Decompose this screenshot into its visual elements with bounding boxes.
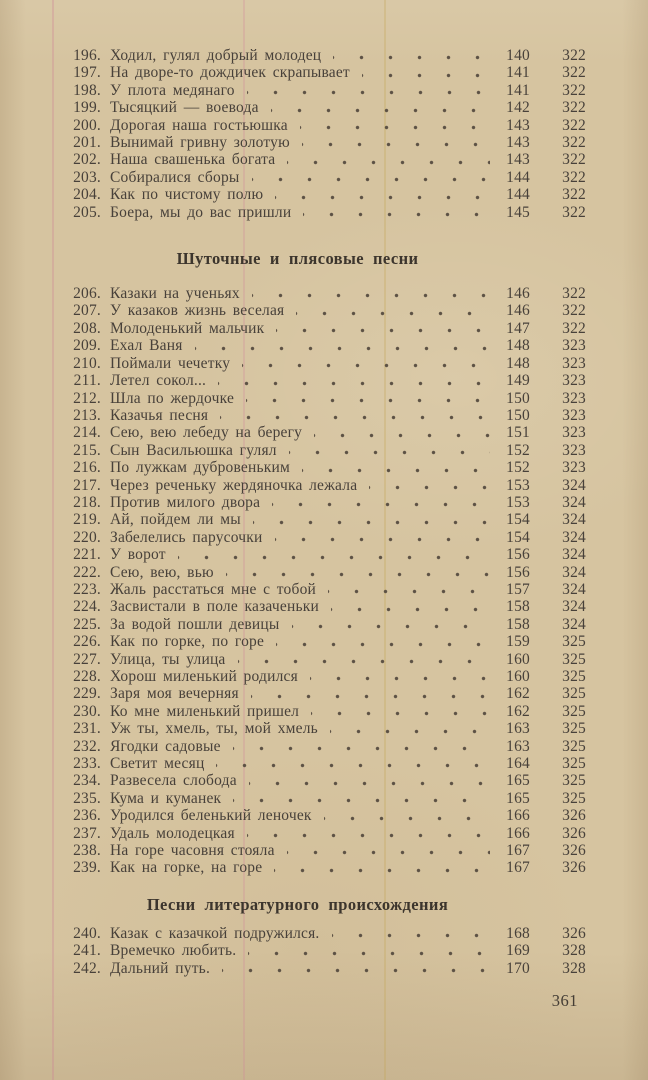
- entry-title: Развесела слобода: [110, 772, 237, 790]
- entry-number: 235.: [73, 789, 101, 807]
- dot-leader: [233, 790, 490, 807]
- entry-number: 211.: [73, 372, 101, 390]
- toc-entry: [63, 720, 586, 737]
- entry-number: 215.: [73, 441, 101, 459]
- entry-number: 239.: [73, 859, 101, 877]
- entry-notes-page: 325: [562, 702, 586, 720]
- toc-entry: [63, 285, 586, 302]
- toc-entry: [63, 442, 586, 459]
- entry-number: 205.: [73, 203, 101, 221]
- toc-entry: [63, 302, 586, 319]
- toc-entry: [63, 494, 586, 511]
- dot-leader: [332, 925, 491, 942]
- dot-leader: [276, 633, 490, 650]
- entry-notes-page: 322: [562, 168, 586, 186]
- dot-leader: [218, 372, 490, 389]
- entry-text-page: 143: [506, 134, 530, 152]
- entry-number: 201.: [73, 134, 101, 152]
- dot-leader: [246, 390, 490, 407]
- dot-leader: [272, 494, 490, 511]
- entry-text-page: 153: [506, 493, 530, 511]
- dot-leader: [242, 355, 490, 372]
- entry-title: Засвистали в поле казаченьки: [110, 598, 319, 616]
- entry-notes-page: 325: [562, 685, 586, 703]
- entry-title: Казак с казачкой подружился.: [110, 924, 320, 942]
- dot-leader: [302, 134, 490, 151]
- toc-entry: [63, 581, 586, 598]
- entry-notes-page: 322: [562, 99, 586, 117]
- entry-title: Летел сокол...: [110, 372, 207, 390]
- toc-entry: [63, 64, 586, 81]
- entry-number: 224.: [73, 598, 101, 616]
- dot-leader: [247, 825, 490, 842]
- entry-title: Молоденький мальчик: [110, 319, 265, 337]
- entry-notes-page: 323: [562, 389, 586, 407]
- entry-number: 202.: [73, 151, 101, 169]
- dot-leader: [253, 511, 490, 528]
- entry-text-page: 151: [506, 424, 530, 442]
- entry-title: По лужкам дубровеньким: [110, 459, 290, 477]
- entry-notes-page: 323: [562, 459, 586, 477]
- entry-text-page: 154: [506, 511, 530, 529]
- entry-notes-page: 325: [562, 772, 586, 790]
- dot-leader: [251, 685, 490, 702]
- entry-title: Вынимай гривну золотую: [110, 134, 290, 152]
- entry-title: Наша свашенька богата: [110, 151, 276, 169]
- entry-number: 212.: [73, 389, 101, 407]
- entry-text-page: 167: [506, 859, 530, 877]
- entry-number: 198.: [73, 81, 101, 99]
- dot-leader: [287, 151, 490, 168]
- entry-title: Как по чистому полю: [110, 186, 264, 204]
- dot-leader: [362, 64, 490, 81]
- entry-text-page: 143: [506, 116, 530, 134]
- entry-notes-page: 322: [562, 203, 586, 221]
- entry-title: Дорогая наша гостьюшка: [110, 116, 288, 134]
- entry-notes-page: 328: [562, 942, 586, 960]
- entry-text-page: 141: [506, 81, 530, 99]
- entry-notes-page: 323: [562, 441, 586, 459]
- entry-notes-page: 324: [562, 511, 586, 529]
- entry-text-page: 159: [506, 633, 530, 651]
- entry-title: У казаков жизнь веселая: [110, 302, 285, 320]
- entry-notes-page: 326: [562, 859, 586, 877]
- dot-leader: [275, 529, 491, 546]
- entry-title: Забелелись парусочки: [110, 528, 263, 546]
- entry-notes-page: 324: [562, 546, 586, 564]
- page-number: 361: [551, 991, 578, 1010]
- toc-entry: [63, 651, 586, 668]
- entry-notes-page: 322: [562, 64, 586, 82]
- toc-entry: [63, 616, 586, 633]
- entry-text-page: 144: [506, 186, 530, 204]
- entry-title: Тысяцкий — воевода: [110, 99, 259, 117]
- entry-title: Казаки на ученьях: [110, 285, 240, 303]
- entry-text-page: 146: [506, 285, 530, 303]
- entry-text-page: 162: [506, 702, 530, 720]
- entry-title: Шла по жердочке: [110, 389, 235, 407]
- entry-number: 229.: [73, 685, 101, 703]
- entry-text-page: 145: [506, 203, 530, 221]
- entry-text-page: 148: [506, 337, 530, 355]
- entry-text-page: 166: [506, 807, 530, 825]
- entry-title: Уж ты, хмель, ты, мой хмель: [110, 720, 318, 738]
- toc-entry: [63, 960, 586, 977]
- entry-text-page: 165: [506, 772, 530, 790]
- entry-title: Собиралися сборы: [110, 168, 240, 186]
- entry-text-page: 157: [506, 580, 530, 598]
- toc-entry: [63, 738, 586, 755]
- entry-title: У ворот: [110, 546, 166, 564]
- toc-entry: [63, 511, 586, 528]
- entry-title: Светит месяц: [110, 755, 205, 773]
- entry-notes-page: 324: [562, 563, 586, 581]
- entry-number: 208.: [73, 319, 101, 337]
- entry-title: Жаль расстаться мне с тобой: [110, 580, 317, 598]
- toc-entry: [63, 82, 586, 99]
- entry-number: 227.: [73, 650, 101, 668]
- entry-number: 207.: [73, 302, 101, 320]
- toc-entry: [63, 925, 586, 942]
- entry-number: 216.: [73, 459, 101, 477]
- dot-leader: [296, 302, 490, 319]
- entry-notes-page: 322: [562, 81, 586, 99]
- entry-title: Как по горке, по горе: [110, 633, 265, 651]
- entry-number: 241.: [73, 942, 101, 960]
- entry-notes-page: 322: [562, 319, 586, 337]
- entry-title: Ходил, гулял добрый молодец: [110, 47, 322, 64]
- entry-text-page: 168: [506, 924, 530, 942]
- entry-text-page: 160: [506, 650, 530, 668]
- dot-leader: [238, 651, 490, 668]
- toc-entry: [63, 477, 586, 494]
- entry-title: Сею, вею лебеду на берегу: [110, 424, 303, 442]
- entry-notes-page: 322: [562, 186, 586, 204]
- entry-notes-page: 322: [562, 116, 586, 134]
- entry-number: 199.: [73, 99, 101, 117]
- entry-text-page: 169: [506, 942, 530, 960]
- entry-notes-page: 323: [562, 337, 586, 355]
- dot-leader: [216, 755, 490, 772]
- entry-notes-page: 326: [562, 842, 586, 860]
- entry-notes-page: 324: [562, 493, 586, 511]
- entry-notes-page: 325: [562, 720, 586, 738]
- entry-number: 204.: [73, 186, 101, 204]
- entry-number: 206.: [73, 285, 101, 303]
- dot-leader: [178, 546, 490, 563]
- entry-title: Ай, пойдем ли мы: [110, 511, 241, 529]
- dot-leader: [324, 807, 490, 824]
- entry-number: 223.: [73, 580, 101, 598]
- toc-entry: [63, 668, 586, 685]
- toc-entry: [63, 372, 586, 389]
- entry-text-page: 156: [506, 546, 530, 564]
- entry-number: 240.: [73, 924, 101, 942]
- toc-entry: [63, 633, 586, 650]
- toc-entry: [63, 755, 586, 772]
- entry-number: 213.: [73, 406, 101, 424]
- entry-title: Ко мне миленький пришел: [110, 702, 300, 720]
- entry-number: 238.: [73, 842, 101, 860]
- dot-leader: [252, 285, 490, 302]
- dot-leader: [314, 424, 490, 441]
- toc-entry: [63, 390, 586, 407]
- toc-entry: [63, 825, 586, 842]
- entry-text-page: 142: [506, 99, 530, 117]
- entry-title: Кума и куманек: [110, 789, 222, 807]
- entry-notes-page: 322: [562, 285, 586, 303]
- entry-notes-page: 325: [562, 737, 586, 755]
- entry-notes-page: 325: [562, 650, 586, 668]
- toc-entry: [63, 151, 586, 168]
- entry-number: 196.: [73, 47, 101, 64]
- entry-notes-page: 323: [562, 354, 586, 372]
- dot-leader: [252, 169, 490, 186]
- toc-entry: [63, 703, 586, 720]
- entry-notes-page: 324: [562, 598, 586, 616]
- entry-title: Уродился беленький леночек: [110, 807, 312, 825]
- entry-number: 210.: [73, 354, 101, 372]
- table-of-contents: [63, 47, 586, 977]
- dot-leader: [292, 616, 490, 633]
- entry-notes-page: 324: [562, 476, 586, 494]
- toc-entry: [63, 772, 586, 789]
- entry-text-page: 148: [506, 354, 530, 372]
- entry-title: Боера, мы до вас пришли: [110, 203, 292, 221]
- toc-entry: [63, 204, 586, 221]
- entry-notes-page: 325: [562, 755, 586, 773]
- entry-notes-page: 325: [562, 668, 586, 685]
- entry-number: 203.: [73, 168, 101, 186]
- toc-entry: [63, 598, 586, 615]
- toc-entry: [63, 320, 586, 337]
- entry-notes-page: 325: [562, 789, 586, 807]
- dot-leader: [248, 942, 490, 959]
- entry-notes-page: 323: [562, 372, 586, 390]
- entry-number: 218.: [73, 493, 101, 511]
- entry-title: На дворе-то дождичек скрапывает: [110, 64, 350, 82]
- entry-number: 232.: [73, 737, 101, 755]
- toc-entry: [63, 47, 586, 64]
- entry-title: Удаль молодецкая: [110, 824, 235, 842]
- entry-notes-page: 322: [562, 302, 586, 320]
- dot-leader: [247, 82, 490, 99]
- entry-title: Казачья песня: [110, 406, 209, 424]
- entry-text-page: 170: [506, 959, 530, 977]
- toc-entry: [63, 685, 586, 702]
- toc-entry: [63, 134, 586, 151]
- entry-notes-page: 322: [562, 134, 586, 152]
- entry-number: 226.: [73, 633, 101, 651]
- entry-notes-page: 326: [562, 824, 586, 842]
- entry-title: Сын Васильюшка гулял: [110, 441, 277, 459]
- entry-number: 197.: [73, 64, 101, 82]
- entry-number: 225.: [73, 615, 101, 633]
- dot-leader: [333, 47, 490, 64]
- entry-notes-page: 322: [562, 151, 586, 169]
- entry-number: 209.: [73, 337, 101, 355]
- dot-leader: [275, 186, 490, 203]
- dot-leader: [249, 772, 490, 789]
- entry-title: Поймали чечетку: [110, 354, 231, 372]
- entry-text-page: 167: [506, 842, 530, 860]
- entry-title: Против милого двора: [110, 493, 261, 511]
- entry-notes-page: 326: [562, 807, 586, 825]
- entry-text-page: 158: [506, 615, 530, 633]
- dot-leader: [276, 320, 490, 337]
- entry-number: 200.: [73, 116, 101, 134]
- dot-leader: [287, 842, 490, 859]
- dot-leader: [310, 668, 490, 685]
- toc-entry: [63, 564, 586, 581]
- entry-title: У плота медянаго: [110, 81, 235, 99]
- toc-entry: [63, 355, 586, 372]
- entry-number: 231.: [73, 720, 101, 738]
- entry-text-page: 156: [506, 563, 530, 581]
- entry-title: На горе часовня стояла: [110, 842, 275, 860]
- entry-number: 242.: [73, 959, 101, 977]
- entry-text-page: 163: [506, 737, 530, 755]
- entry-title: Хорош миленький родился: [110, 668, 298, 685]
- entry-text-page: 160: [506, 668, 530, 685]
- entry-title: Дальний путь.: [110, 959, 211, 977]
- dot-leader: [331, 598, 490, 615]
- toc-section: [63, 895, 586, 977]
- toc-entry: [63, 529, 586, 546]
- entry-text-page: 150: [506, 406, 530, 424]
- dot-leader: [303, 204, 490, 221]
- entry-notes-page: 326: [562, 924, 586, 942]
- entry-number: 219.: [73, 511, 101, 529]
- dot-leader: [289, 442, 490, 459]
- toc-section: [63, 249, 586, 877]
- entry-text-page: 166: [506, 824, 530, 842]
- dot-leader: [233, 738, 490, 755]
- entry-text-page: 163: [506, 720, 530, 738]
- toc-entry: [63, 186, 586, 203]
- toc-section: [63, 47, 586, 221]
- entry-number: 234.: [73, 772, 101, 790]
- entry-text-page: 141: [506, 64, 530, 82]
- entry-number: 230.: [73, 702, 101, 720]
- toc-entry: [63, 807, 586, 824]
- dot-leader: [226, 564, 490, 581]
- dot-leader: [300, 117, 490, 134]
- dot-leader: [271, 99, 490, 116]
- entry-title: Улица, ты улица: [110, 650, 226, 668]
- toc-entry: [63, 859, 586, 876]
- dot-leader: [222, 960, 490, 977]
- entry-title: За водой пошли девицы: [110, 615, 280, 633]
- entry-notes-page: 328: [562, 959, 586, 977]
- dot-leader: [311, 703, 490, 720]
- toc-entry: [63, 546, 586, 563]
- toc-entry: [63, 407, 586, 424]
- entry-number: 221.: [73, 546, 101, 564]
- entry-notes-page: 324: [562, 580, 586, 598]
- entry-number: 217.: [73, 476, 101, 494]
- toc-entry: [63, 942, 586, 959]
- dot-leader: [302, 459, 490, 476]
- dot-leader: [220, 407, 490, 424]
- entry-number: 233.: [73, 755, 101, 773]
- entry-text-page: 147: [506, 319, 530, 337]
- toc-entry: [63, 117, 586, 134]
- entry-number: 236.: [73, 807, 101, 825]
- toc-entry: [63, 424, 586, 441]
- entry-number: 228.: [73, 668, 101, 685]
- section-heading: Песни литературного происхождения: [146, 894, 449, 914]
- toc-entry: [63, 337, 586, 354]
- section-heading: Шуточные и плясовые песни: [176, 249, 419, 269]
- dot-leader: [274, 859, 490, 876]
- entry-notes-page: 323: [562, 406, 586, 424]
- entry-notes-page: 325: [562, 633, 586, 651]
- entry-title: Ягодки садовые: [110, 737, 221, 755]
- entry-text-page: 162: [506, 685, 530, 703]
- toc-entry: [63, 842, 586, 859]
- entry-text-page: 165: [506, 789, 530, 807]
- entry-title: Ехал Ваня: [110, 337, 183, 355]
- entry-text-page: 143: [506, 151, 530, 169]
- entry-text-page: 144: [506, 168, 530, 186]
- entry-title: Заря моя вечерняя: [110, 685, 239, 703]
- entry-text-page: 154: [506, 528, 530, 546]
- entry-number: 220.: [73, 528, 101, 546]
- entry-notes-page: 324: [562, 528, 586, 546]
- entry-text-page: 150: [506, 389, 530, 407]
- entry-text-page: 149: [506, 372, 530, 390]
- entry-text-page: 152: [506, 441, 530, 459]
- entry-title: Времечко любить.: [110, 942, 237, 960]
- entry-text-page: 146: [506, 302, 530, 320]
- toc-entry: [63, 790, 586, 807]
- dot-leader: [195, 337, 490, 354]
- entry-notes-page: 324: [562, 615, 586, 633]
- dot-leader: [328, 581, 490, 598]
- toc-entry: [63, 459, 586, 476]
- entry-title: Через реченьку жердяночка лежала: [110, 476, 358, 494]
- entry-notes-page: 322: [562, 47, 586, 64]
- entry-text-page: 140: [506, 47, 530, 64]
- entry-text-page: 164: [506, 755, 530, 773]
- entry-text-page: 158: [506, 598, 530, 616]
- entry-text-page: 152: [506, 459, 530, 477]
- entry-number: 214.: [73, 424, 101, 442]
- entry-title: Сею, вею, вью: [110, 563, 214, 581]
- dot-leader: [330, 720, 490, 737]
- entry-title: Как на горке, на горе: [110, 859, 263, 877]
- toc-entry: [63, 99, 586, 116]
- entry-number: 237.: [73, 824, 101, 842]
- entry-notes-page: 323: [562, 424, 586, 442]
- scan-line-left: [52, 0, 54, 1080]
- entry-number: 222.: [73, 563, 101, 581]
- dot-leader: [369, 477, 490, 494]
- toc-entry: [63, 169, 586, 186]
- entry-text-page: 153: [506, 476, 530, 494]
